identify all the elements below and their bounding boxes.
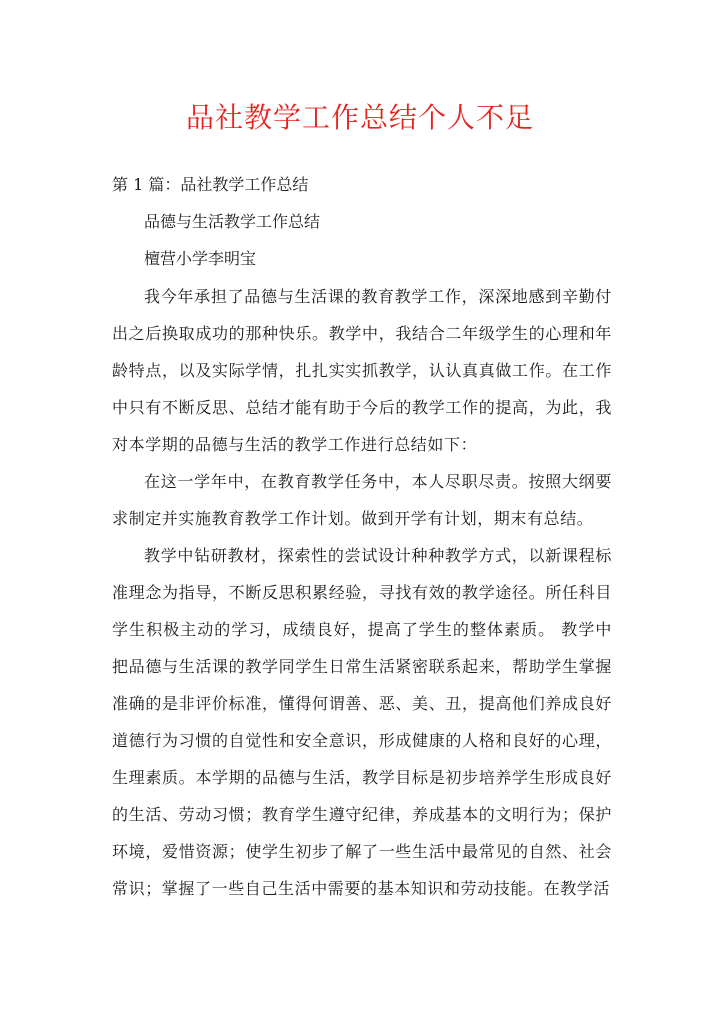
sub-heading: 品德与生活教学工作总结 [144, 212, 321, 231]
author-line: 檀营小学李明宝 [144, 249, 257, 268]
document-body [112, 166, 612, 907]
paragraph: 在这一学年中，在教育教学任务中，本人尽职尽责。按照大纲要求制定并实施教育教学工作计划。做到开学有计划，期末有总结。 [112, 472, 612, 528]
chapter-heading: 第 1 篇：品社教学工作总结 [112, 175, 309, 194]
paragraph: 我今年承担了品德与生活课的教育教学工作，深深地感到辛勤付出之后换取成功的那种快乐。教学中，我结合二年级学生的心理和年龄特点，以及实际学情，扎扎实实抓教学，认认真真做工作。在工作中只有不断反思、总结才能有助于今后的教学工作的提高，为此，我对本学期的品德与生活的教学工作进行总结如下： [112, 287, 612, 454]
paragraph: 教学中钻研教材，探索性的尝试设计种种教学方式，以新课程标准理念为指导，不断反思积累经验，寻找有效的教学途径。所任科目学生积极主动的学习，成绩良好，提高了学生的整体素质。 教学中把品德与生活课的教学同学生日常生活紧密联系起来，帮助学生掌握准确的是非评价标准，懂得何谓善、恶、美、丑，提高他们养成良好道德行为习惯的自觉性和安全意识，形成健康的人格和良好的心理，生理素质。本学期的品德与生活，教学目标是初步培养学生形成良好的生活、劳动习惯；教育学生遵守纪律，养成基本的文明行为；保护环境，爱惜资源；使学生初步了解了一些生活中最常见的自然、社会常识；掌握了一些自己生活中需要的基本知识和劳动技能。在教学活 [112, 546, 612, 898]
paragraph-group [112, 278, 612, 907]
document-title: 品社教学工作总结个人不足 [185, 101, 534, 134]
